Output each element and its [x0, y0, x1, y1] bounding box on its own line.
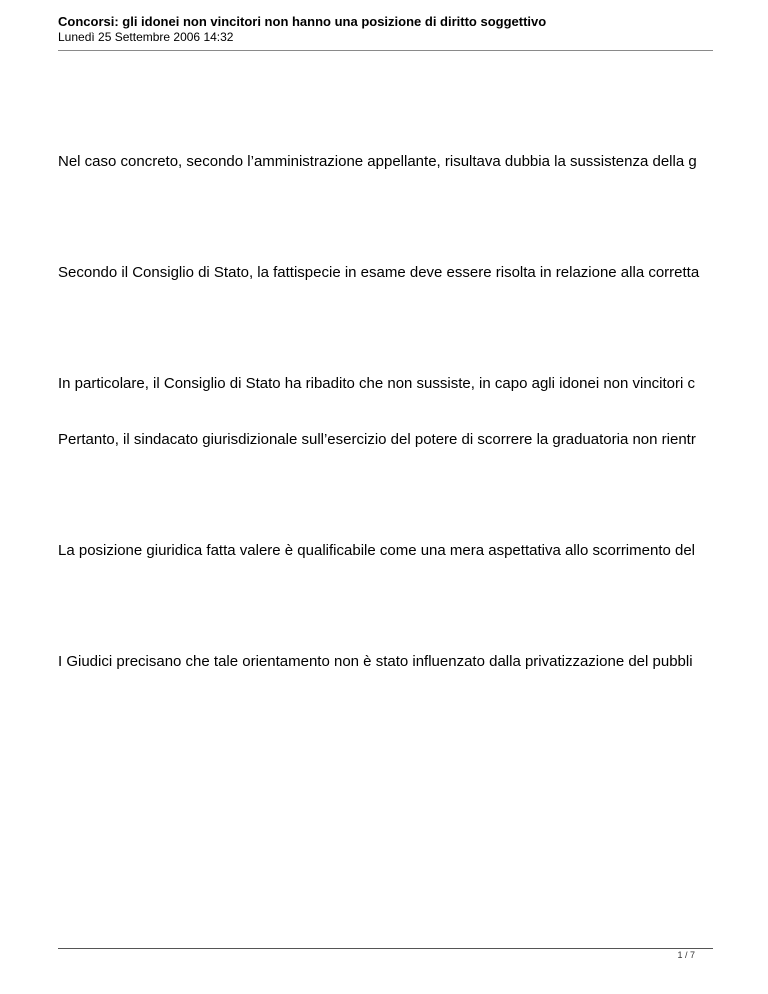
paragraph-3: In particolare, il Consiglio di Stato ha ribadito che non sussiste, in capo agli idonei non vincitori c	[58, 375, 696, 392]
document-date: Lunedì 25 Settembre 2006 14:32	[58, 30, 234, 44]
paragraph-4: Pertanto, il sindacato giurisdizionale sull’esercizio del potere di scorrere la graduatoria non rientr	[58, 431, 696, 448]
paragraph-1: Nel caso concreto, secondo l’amministrazione appellante, risultava dubbia la sussistenza della g	[58, 153, 697, 170]
paragraph-6: I Giudici precisano che tale orientamento non è stato influenzato dalla privatizzazione del pubbli	[58, 653, 693, 670]
page-header	[58, 14, 713, 51]
paragraph-2: Secondo il Consiglio di Stato, la fattispecie in esame deve essere risolta in relazione alla corretta	[58, 264, 700, 281]
page-footer	[58, 948, 713, 963]
page-number: 1 / 7	[677, 950, 695, 960]
document-title: Concorsi: gli idonei non vincitori non hanno una posizione di diritto soggettivo	[58, 14, 547, 29]
paragraph-5: La posizione giuridica fatta valere è qualificabile come una mera aspettativa allo scorrimento del	[58, 542, 696, 559]
